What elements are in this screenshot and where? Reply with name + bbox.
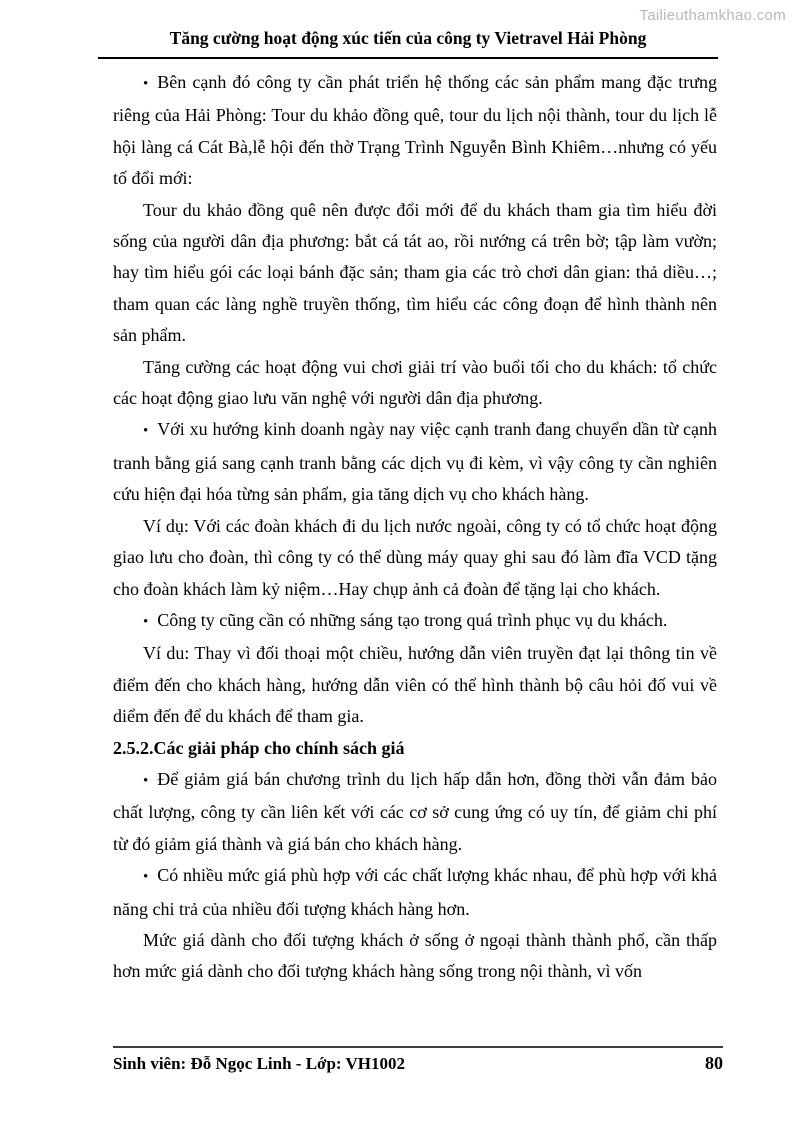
paragraph-text: Tour du khảo đồng quê nên được đổi mới để du khách tham gia tìm hiểu đời sống của người dân địa phương: bắt cá tát ao, rồi nướng cá trên bờ; tập làm vườn; hay tìm hiểu gói các loại bánh đặc sản; tham gia các trò chơi dân gian: thả diều…; tham quan các làng nghề truyền thống, tìm hiểu các công đoạn để hình thành nên sản phẩm. — [113, 199, 717, 346]
paragraph-text: Công ty cũng cần có những sáng tạo trong quá trình phục vụ du khách. — [157, 609, 668, 630]
paragraph — [113, 860, 717, 925]
page-title: Tăng cường hoạt động xúc tiến của công ty Vietravel Hải Phòng — [169, 28, 647, 48]
paragraph-text: Bên cạnh đó công ty cần phát triển hệ thống các sản phẩm mang đặc trưng riêng của Hải Phòng: Tour du khảo đồng quê, tour du lịch nội thành, tour du lịch lễ hội làng cá Cát Bà,lễ hội đến thờ Trạng Trình Nguyễn Bình Khiêm…nhưng có yếu tố đổi mới: — [113, 72, 717, 189]
section-heading — [113, 733, 717, 764]
document-body — [113, 67, 717, 988]
paragraph — [113, 764, 717, 860]
page-number: 80 — [705, 1053, 723, 1073]
bullet-icon: • — [143, 869, 149, 886]
paragraph-text: Tăng cường các hoạt động vui chơi giải trí vào buổi tối cho du khách: tổ chức các hoạt động giao lưu văn nghệ với người dân địa phương. — [113, 356, 717, 409]
paragraph-text: Để giảm giá bán chương trình du lịch hấp dẫn hơn, đồng thời vẫn đảm bảo chất lượng, công ty cần liên kết với các cơ sở cung ứng có uy tín, để giảm chi phí từ đó giảm giá thành và giá bán cho khách hàng. — [113, 768, 717, 854]
paragraph-text: Với xu hướng kinh doanh ngày nay việc cạnh tranh đang chuyển dần từ cạnh tranh bằng giá sang cạnh tranh bằng các dịch vụ đi kèm, vì vậy công ty cần nghiên cứu hiện đại hóa từng sản phẩm, gia tăng dịch vụ cho khách hàng. — [113, 419, 717, 505]
bullet-icon: • — [143, 76, 149, 92]
page-header — [98, 28, 718, 59]
bullet-icon: • — [143, 423, 149, 440]
paragraph — [113, 67, 717, 195]
paragraph — [113, 925, 717, 988]
bullet-icon: • — [143, 772, 149, 789]
student-info: Sinh viên: Đỗ Ngọc Linh - Lớp: VH1002 — [113, 1054, 406, 1073]
paragraph — [113, 195, 717, 352]
paragraph-text: Có nhiều mức giá phù hợp với các chất lượng khác nhau, để phù hợp với khả năng chi trả của nhiều đối tượng khách hàng hơn. — [113, 865, 717, 919]
bullet-icon: • — [143, 613, 149, 630]
paragraph — [113, 511, 717, 605]
page-footer — [113, 1046, 723, 1074]
paragraph-text: Ví dụ: Với các đoàn khách đi du lịch nước ngoài, công ty có tổ chức hoạt động giao lưu cho đoàn, thì công ty có thể dùng máy quay ghi sau đó làm đĩa VCD tặng cho đoàn khách làm kỷ niệm…Hay chụp ảnh cả đoàn để tặng lại cho khách. — [113, 515, 717, 599]
section-heading-text: 2.5.2.Các giải pháp cho chính sách giá — [113, 737, 405, 758]
watermark: Tailieuthamkhao.com — [639, 7, 786, 24]
paragraph-text: Ví du: Thay vì đối thoại một chiều, hướng dẫn viên truyền đạt lại thông tin về điểm đến cho khách hàng, hướng dẫn viên có thể hình thành bộ câu hỏi đố vui về diểm đến để du khách để tham gia. — [113, 643, 717, 727]
paragraph — [113, 605, 717, 638]
paragraph-text: Mức giá dành cho đối tượng khách ở sống ở ngoại thành thành phố, cần thấp hơn mức giá dành cho đối tượng khách hàng sống trong nội thành, vì vốn — [113, 929, 717, 982]
paragraph — [113, 414, 717, 510]
paragraph — [113, 352, 717, 415]
paragraph — [113, 638, 717, 732]
